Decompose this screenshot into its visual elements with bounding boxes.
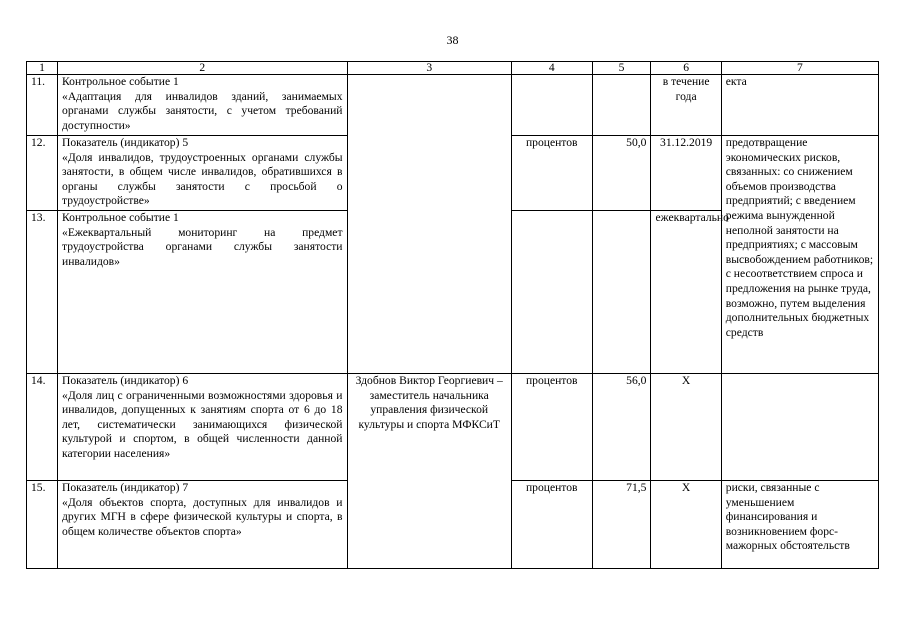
row-description	[58, 481, 348, 569]
column-header: 2	[58, 62, 348, 75]
term-cell: 31.12.2019	[651, 136, 721, 211]
table-row	[27, 374, 879, 481]
row-number: 11.	[27, 75, 58, 136]
unit-cell: процентов	[511, 481, 592, 569]
term-cell: ежеквартально	[651, 211, 721, 374]
row-title: Показатель (индикатор) 7	[62, 481, 189, 494]
row-description	[58, 374, 348, 481]
unit-cell: процентов	[511, 136, 592, 211]
table-row	[27, 75, 879, 136]
column-header: 7	[721, 62, 878, 75]
term-cell: Х	[651, 481, 721, 569]
value-cell	[592, 211, 651, 374]
risks-cell	[721, 374, 878, 481]
column-numbers-row	[27, 62, 879, 75]
term-cell: Х	[651, 374, 721, 481]
row-description	[58, 136, 348, 211]
term-cell: в течение года	[651, 75, 721, 136]
unit-cell: процентов	[511, 374, 592, 481]
responsible-cell	[347, 136, 511, 211]
value-cell: 50,0	[592, 136, 651, 211]
row-number: 12.	[27, 136, 58, 211]
row-title: Контрольное событие 1	[62, 75, 179, 88]
column-header: 6	[651, 62, 721, 75]
column-header: 1	[27, 62, 58, 75]
responsible-cell	[347, 75, 511, 136]
unit-cell	[511, 75, 592, 136]
page-number: 38	[446, 33, 459, 47]
risks-cell: екта	[721, 75, 878, 136]
responsible-cell	[347, 211, 511, 374]
row-text: «Ежеквартальный мониторинг на предмет трудоустройства органами службы занятости инвалидов»	[62, 225, 343, 268]
table-row	[27, 136, 879, 211]
column-header: 4	[511, 62, 592, 75]
value-cell: 56,0	[592, 374, 651, 481]
value-cell: 71,5	[592, 481, 651, 569]
row-title: Показатель (индикатор) 5	[62, 136, 189, 149]
row-number: 15.	[27, 481, 58, 569]
row-description	[58, 211, 348, 374]
program-table	[26, 61, 879, 569]
row-title: Показатель (индикатор) 6	[62, 374, 189, 387]
row-number: 13.	[27, 211, 58, 374]
row-text: «Доля инвалидов, трудоустроенных органами службы занятости, в общем числе инвалидов, обратившихся в органы службы занятости с просьбой о трудоустройстве»	[62, 150, 343, 208]
row-title: Контрольное событие 1	[62, 211, 179, 224]
value-cell	[592, 75, 651, 136]
risks-cell: предотвращение экономических рисков, связанных: со снижением объемов производства предприятий; с введением режима вынужденной неполной занятости на предприятиях; с массовым высвобождением работников; с несоответствием спроса и предложения на рынке труда, возможно, путем выделения дополнительных бюджетных средств	[721, 136, 878, 374]
row-text: «Адаптация для инвалидов зданий, занимаемых органами службы занятости, с учетом требований доступности»	[62, 89, 343, 132]
column-header: 5	[592, 62, 651, 75]
row-number: 14.	[27, 374, 58, 481]
row-text: «Доля лиц с ограниченными возможностями здоровья и инвалидов, допущенных к занятиям спорта от 6 до 18 лет, систематически занимающихся физической культурой и спортом, в общей численности данной категории населения»	[62, 388, 343, 460]
row-description	[58, 75, 348, 136]
risks-cell: риски, связанные с уменьшением финансирования и возникновением форс-мажорных обстоятельств	[721, 481, 878, 569]
unit-cell	[511, 211, 592, 374]
row-text: «Доля объектов спорта, доступных для инвалидов и других МГН в сфере физической культуры и спорта, в общем количестве объектов спорта»	[62, 495, 343, 538]
responsible-cell: Здобнов Виктор Георгиевич – заместитель начальника управления физической культуры и спорта МФКСиТ	[347, 374, 511, 569]
column-header: 3	[347, 62, 511, 75]
